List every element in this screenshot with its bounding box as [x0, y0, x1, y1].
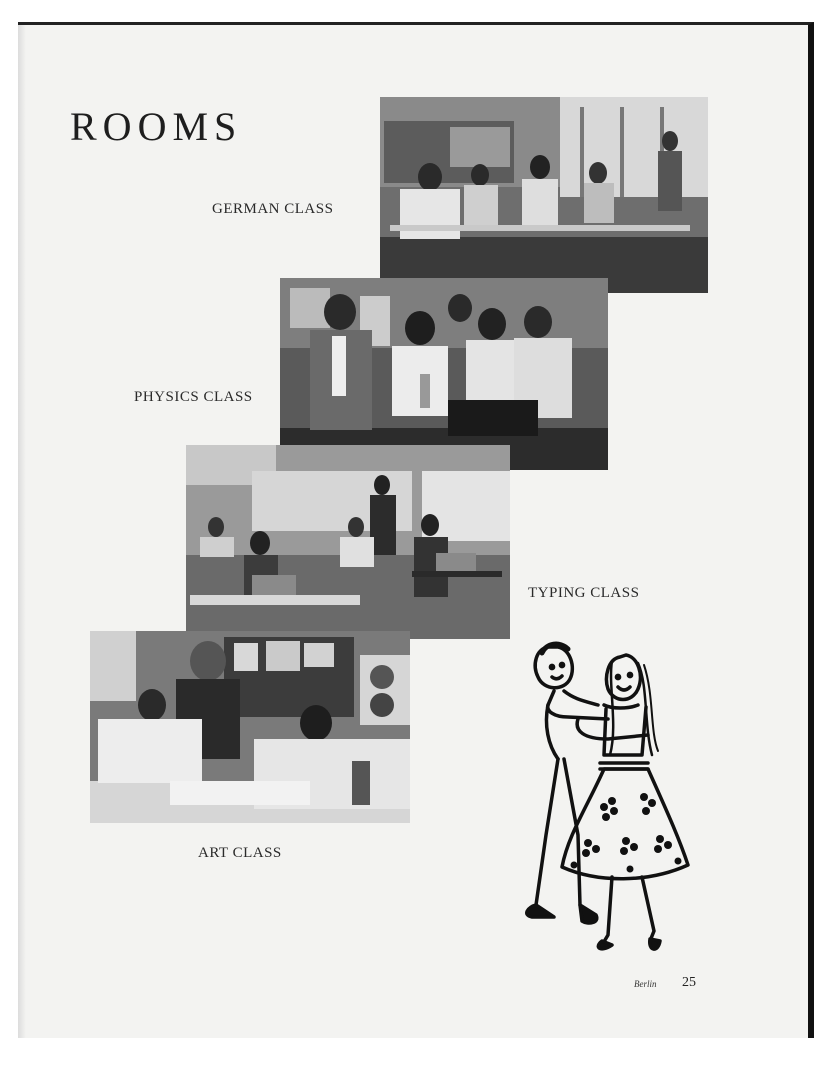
page-binding-shadow [18, 25, 26, 1038]
footer-school-name: Berlin [634, 979, 657, 989]
german-class-caption: GERMAN CLASS [212, 201, 334, 217]
german-class-photo [380, 97, 708, 293]
art-class-caption: ART CLASS [198, 845, 282, 861]
art-class-photo [90, 631, 410, 823]
dancing-couple-drawing [508, 635, 698, 965]
typing-class-caption: TYPING CLASS [528, 585, 640, 601]
page-title: ROOMS [70, 104, 243, 149]
physics-class-caption: PHYSICS CLASS [134, 389, 253, 405]
page-number: 25 [682, 975, 696, 990]
physics-class-photo [280, 278, 608, 470]
typing-class-photo [186, 445, 510, 639]
yearbook-page [18, 22, 814, 1038]
